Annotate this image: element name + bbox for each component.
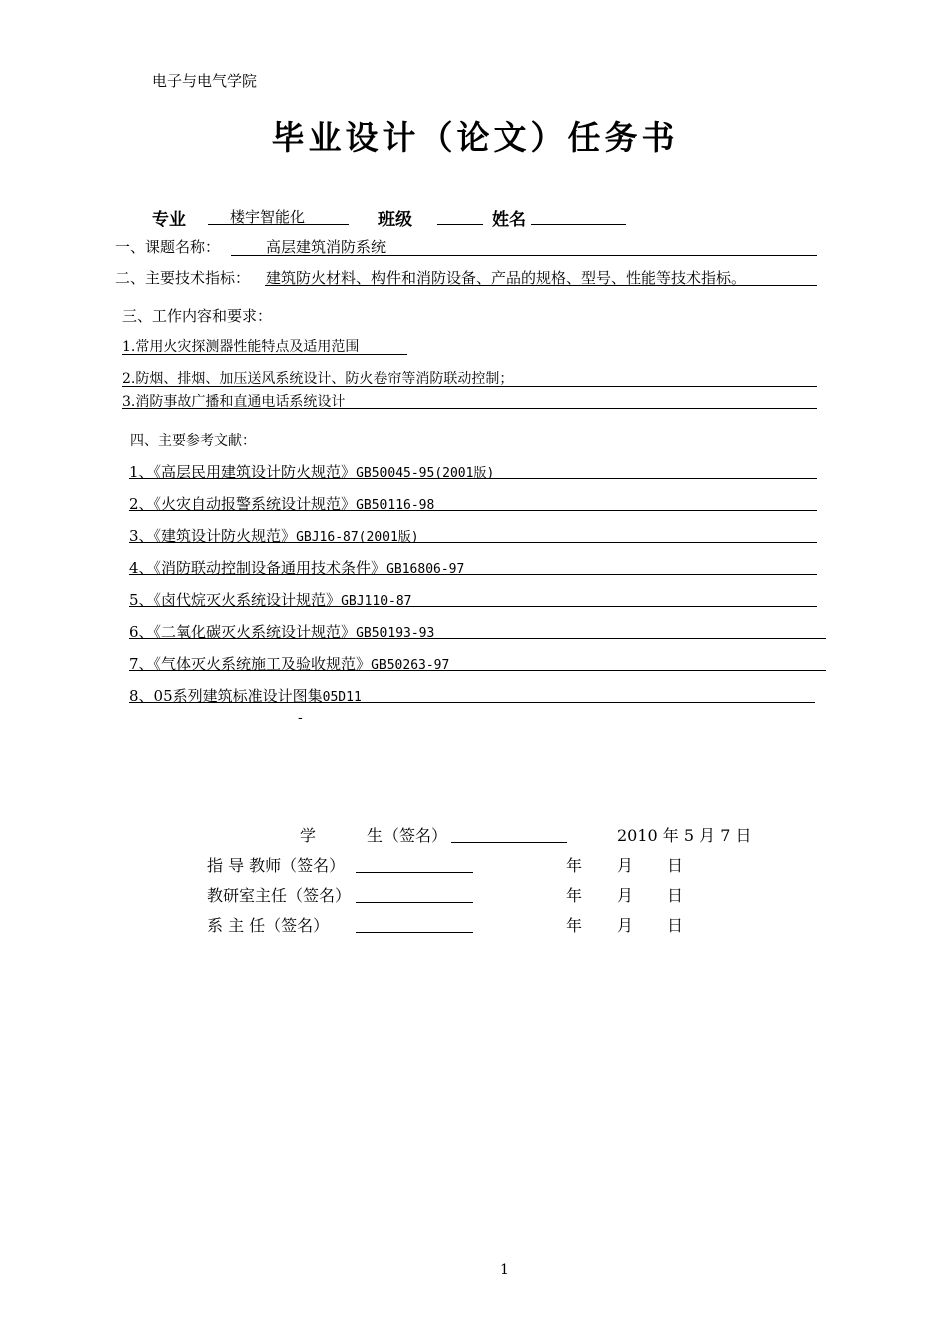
- work-item-1: 1.常用火灾探测器性能特点及适用范围: [122, 339, 360, 355]
- office-signature-blank: [356, 902, 473, 903]
- work-label: 三、工作内容和要求：: [122, 307, 273, 325]
- reference-item: 6、《二氧化碳灭火系统设计规范》GB50193-93: [129, 623, 435, 641]
- topic-value: 高层建筑消防系统: [266, 238, 387, 256]
- reference-underline: [129, 638, 826, 639]
- dept-day: 日: [667, 916, 684, 935]
- major-value: 楼宇智能化: [230, 208, 306, 226]
- name-label: 姓名: [492, 210, 526, 230]
- dept-signature-blank: [356, 932, 473, 933]
- office-year: 年: [566, 886, 583, 905]
- reference-item: 2、《火灾自动报警系统设计规范》GB50116-98: [129, 495, 435, 513]
- student-signature-label-a: 学: [300, 826, 317, 845]
- class-label: 班级: [378, 210, 412, 230]
- reference-underline: [129, 702, 815, 703]
- reference-item: 3、《建筑设计防火规范》GBJ16-87(2001版): [129, 527, 419, 545]
- class-underline: [437, 224, 483, 225]
- work-item-2-underline: [122, 386, 817, 387]
- work-item-3: 3.消防事故广播和直通电话系统设计: [122, 394, 346, 410]
- page-title: 毕业设计（论文）任务书: [271, 118, 679, 157]
- reference-underline: [129, 510, 817, 511]
- work-item-1-underline: [122, 354, 407, 355]
- name-underline: [531, 224, 626, 225]
- office-signature-label: 教研室主任（签名）: [207, 886, 352, 905]
- indicators-label: 二、主要技术指标：: [115, 269, 251, 287]
- student-signature-blank: [451, 842, 567, 843]
- major-label: 专业: [152, 210, 186, 230]
- topic-label: 一、课题名称：: [115, 238, 221, 256]
- reference-underline: [129, 542, 817, 543]
- references-label: 四、主要参考文献：: [130, 433, 256, 449]
- page-number: 1: [500, 1262, 509, 1278]
- work-item-3-underline: [122, 408, 817, 409]
- advisor-month: 月: [617, 856, 634, 875]
- indicators-value: 建筑防火材料、构件和消防设备、产品的规格、型号、性能等技术指标。: [266, 269, 747, 287]
- dash-mark: -: [298, 710, 303, 726]
- reference-item: 8、05系列建筑标准设计图集05D11: [129, 687, 362, 705]
- advisor-day: 日: [667, 856, 684, 875]
- reference-underline: [129, 574, 817, 575]
- student-signature-label-b: 生（签名）: [367, 826, 448, 845]
- college-name: 电子与电气学院: [152, 72, 258, 90]
- advisor-signature-blank: [356, 872, 473, 873]
- advisor-signature-label: 指 导 教师（签名）: [207, 856, 346, 875]
- office-month: 月: [617, 886, 634, 905]
- student-signature-date: 2010 年 5 月 7 日: [617, 826, 752, 845]
- reference-item: 4、《消防联动控制设备通用技术条件》GB16806-97: [129, 559, 465, 577]
- reference-item: 7、《气体灭火系统施工及验收规范》GB50263-97: [129, 655, 450, 673]
- work-item-2: 2.防烟、排烟、加压送风系统设计、防火卷帘等消防联动控制；: [122, 371, 514, 387]
- dept-year: 年: [566, 916, 583, 935]
- reference-underline: [129, 606, 817, 607]
- advisor-year: 年: [566, 856, 583, 875]
- dept-signature-label: 系 主 任（签名）: [207, 916, 330, 935]
- reference-underline: [129, 478, 817, 479]
- dept-month: 月: [617, 916, 634, 935]
- reference-item: 1、《高层民用建筑设计防火规范》GB50045-95(2001版): [129, 463, 495, 481]
- office-day: 日: [667, 886, 684, 905]
- reference-item: 5、《卤代烷灭火系统设计规范》GBJ110-87: [129, 591, 412, 609]
- reference-underline: [129, 670, 826, 671]
